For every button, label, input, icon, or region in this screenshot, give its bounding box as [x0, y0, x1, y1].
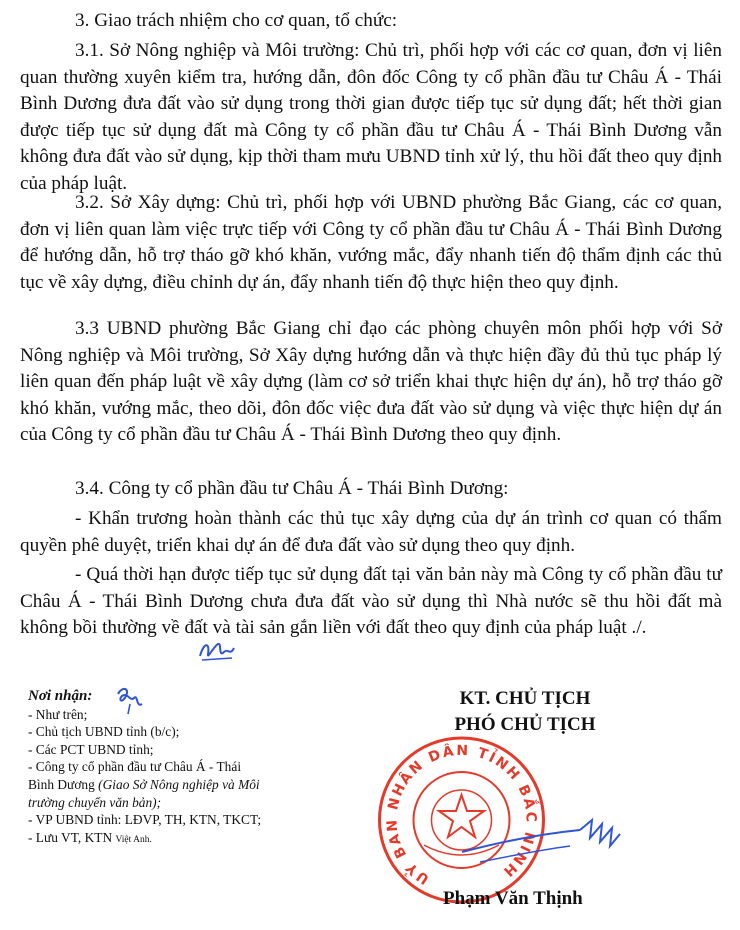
recipient-item: - VP UBND tỉnh: LĐVP, TH, KTN, TKCT; — [28, 812, 262, 828]
recipient-item: - Các PCT UBND tỉnh; — [28, 741, 154, 757]
paragraph-3-4-b: - Quá thời hạn được tiếp tục sử dụng đất tại văn bản này mà Công ty cổ phần đầu tư Châu Á - Thái Bình Dương chưa đưa đất vào sử dụng thì Nhà nước sẽ thu hồi đất mà không bồi thường về đất và tài sản gắn liền với đất theo quy định của pháp luật ./. — [20, 564, 722, 639]
handwritten-signature-icon — [460, 812, 640, 872]
paragraph-3-4-a: - Khẩn trương hoàn thành các thủ tục xây dựng của dự án trình cơ quan có thẩm quyền phê duyệt, triển khai dự án để đưa đất vào sử dụng theo quy định. — [20, 508, 722, 556]
recipient-item: - Chủ tịch UBND tỉnh (b/c); — [28, 724, 180, 740]
signer-name: Phạm Văn Thịnh — [443, 888, 583, 909]
initial-mark-icon — [196, 636, 238, 664]
initials-scribble-icon — [112, 684, 148, 716]
signature-title-line-2: PHÓ CHỦ TỊCH — [454, 714, 596, 735]
recipient-item-part: Bình Dương — [28, 776, 95, 792]
paragraph-3-4: 3.4. Công ty cổ phần đầu tư Châu Á - Thái Bình Dương: — [75, 478, 509, 499]
paragraph-3-1: 3.1. Sở Nông nghiệp và Môi trường: Chủ trì, phối hợp với các cơ quan, đơn vị liên quan thường xuyên kiểm tra, hướng dẫn, đôn đốc Công ty cổ phần đầu tư Châu Á - Thái Bình Dương đưa đất vào sử dụng trong thời gian được tiếp tục sử dụng đất; hết thời gian được tiếp tục sử dụng đất mà Công ty cổ phần đầu tư Châu Á - Thái Bình Dương vẫn không đưa đất vào sử dụng, kịp thời tham mưu UBND tỉnh xử lý, thu hồi đất theo quy định của pháp luật. — [20, 40, 722, 194]
recipient-item-note: (Giao Sở Nông nghiệp và Môi — [98, 776, 260, 792]
seal-text: UỶ BAN NHÂN DÂN TỈNH BẮC NINH — [384, 742, 539, 888]
recipient-item-continued — [28, 776, 348, 794]
recipients-block — [28, 688, 348, 849]
section-3-heading: 3. Giao trách nhiệm cho cơ quan, tổ chức: — [75, 10, 398, 31]
recipient-item-author: Việt Anh. — [115, 834, 152, 845]
recipients-heading: Nơi nhận: — [28, 688, 93, 704]
paragraph-3-2: 3.2. Sở Xây dựng: Chủ trì, phối hợp với UBND phường Bắc Giang, các cơ quan, đơn vị liên quan làm việc trực tiếp với Công ty cổ phần đầu tư Châu Á - Thái Bình Dương để hướng dẫn, hỗ trợ tháo gỡ khó khăn, vướng mắc, đẩy nhanh tiến độ thẩm định các thủ tục về xây dựng, điều chỉnh dự án, đẩy nhanh tiến độ thực hiện theo quy định. — [20, 192, 722, 293]
recipient-item: - Công ty cổ phần đầu tư Châu Á - Thái — [28, 759, 242, 775]
recipient-item: - Như trên; — [28, 706, 88, 722]
recipient-item-archive: - Lưu VT, KTN — [28, 829, 113, 845]
recipient-item-note-continued: trường chuyển văn bản); — [28, 794, 162, 810]
signature-title-line-1: KT. CHỦ TỊCH — [459, 688, 591, 709]
recipient-item — [28, 829, 348, 850]
paragraph-3-3: 3.3 UBND phường Bắc Giang chỉ đạo các phòng chuyên môn phối hợp với Sở Nông nghiệp và Môi trường, Sở Xây dựng hướng dẫn và thực hiện đầy đủ thủ tục pháp lý liên quan đến pháp luật về xây dựng (làm cơ sở triển khai thực hiện dự án), hỗ trợ tháo gỡ khó khăn, vướng mắc, theo dõi, đôn đốc việc đưa đất vào sử dụng và việc thực hiện dự án của Công ty cổ phần đầu tư Châu Á - Thái Bình Dương theo quy định. — [20, 318, 722, 446]
signature-title-block — [395, 686, 655, 738]
